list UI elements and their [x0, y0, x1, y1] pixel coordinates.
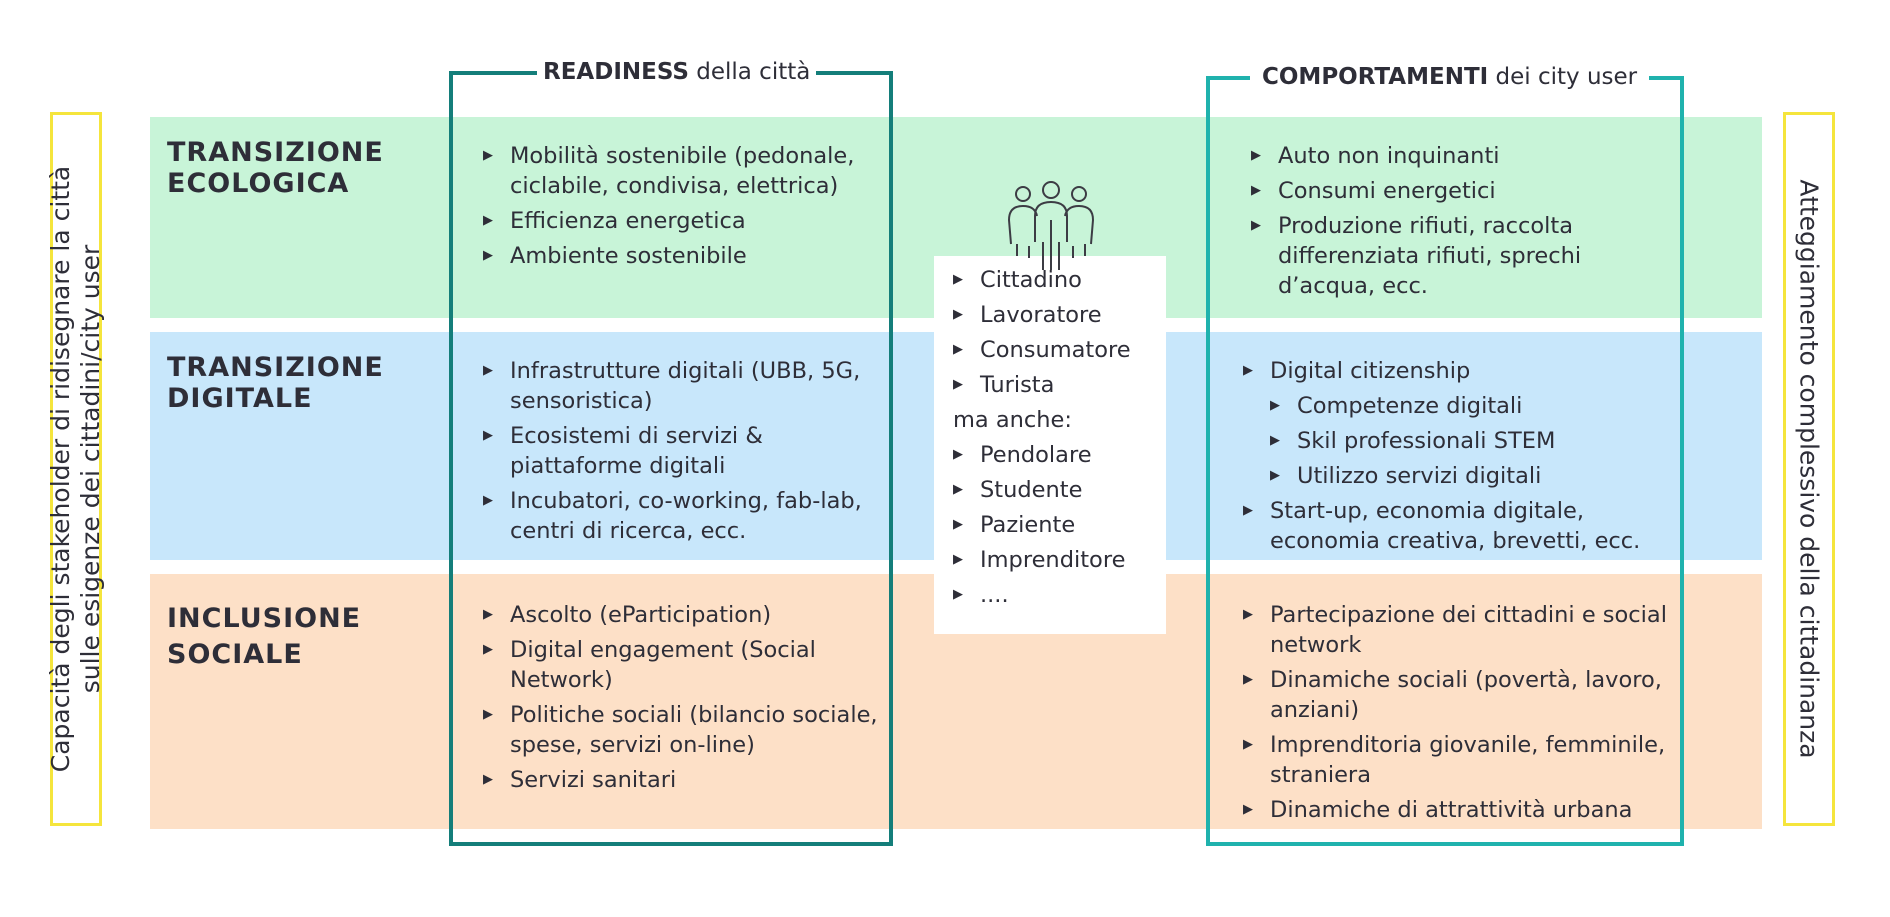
- comportamenti-title-bold: COMPORTAMENTI: [1262, 64, 1489, 90]
- list-item: ▶ Studente: [953, 475, 1163, 505]
- row-title-line: SOCIALE: [167, 639, 303, 670]
- city-users-list: [953, 265, 1163, 615]
- row-title-line: TRANSIZIONE: [167, 137, 384, 168]
- comportamenti-title: [1250, 62, 1649, 92]
- also-label: ma anche:: [953, 407, 1072, 433]
- list-item: ▶ Start-up, economia digitale, economia creativa, brevetti, ecc.: [1243, 496, 1673, 556]
- list-item: ▶ Auto non inquinanti: [1251, 141, 1651, 171]
- list-item: ▶ Imprenditore: [953, 545, 1163, 575]
- readiness-ecologica-list: [483, 141, 883, 276]
- sub-list-item: ▶ Competenze digitali: [1243, 391, 1673, 421]
- list-item: ▶ Ambiente sostenibile: [483, 241, 883, 271]
- list-item: ▶ Consumatore: [953, 335, 1163, 365]
- list-item: ▶ Produzione rifiuti, raccolta differenziata rifiuti, sprechi d’acqua, ecc.: [1251, 211, 1651, 301]
- left-side-line1: Capacità degli stakeholder di ridisegnare la città: [46, 165, 76, 773]
- row-title-sociale: [167, 601, 361, 673]
- list-item: ▶ Servizi sanitari: [483, 765, 883, 795]
- list-item: ▶ Imprenditoria giovanile, femminile, straniera: [1243, 730, 1673, 790]
- left-side-line2: sulle esigenze dei cittadini/city user: [76, 244, 106, 694]
- list-item: ▶ Dinamiche di attrattività urbana: [1243, 795, 1673, 825]
- readiness-title-rest: della città: [688, 59, 811, 85]
- list-item: ▶ Lavoratore: [953, 300, 1163, 330]
- list-item: ▶ Infrastrutture digitali (UBB, 5G, sensoristica): [483, 356, 883, 416]
- list-item: ▶ Pendolare: [953, 440, 1163, 470]
- comportamenti-sociale-list: [1243, 600, 1673, 830]
- sub-list-item: ▶ Utilizzo servizi digitali: [1243, 461, 1673, 491]
- list-item: ▶ Digital engagement (Social Network): [483, 635, 883, 695]
- sub-list-item: ▶ Skil professionali STEM: [1243, 426, 1673, 456]
- row-title-line: DIGITALE: [167, 383, 313, 414]
- left-side-label: [46, 112, 106, 826]
- list-item: ▶ Consumi energetici: [1251, 176, 1651, 206]
- list-item: ▶ Politiche sociali (bilancio sociale, spese, servizi on-line): [483, 700, 883, 760]
- readiness-digitale-list: [483, 356, 883, 551]
- list-item: ▶ Ecosistemi di servizi & piattaforme digitali: [483, 421, 883, 481]
- row-title-line: TRANSIZIONE: [167, 352, 384, 383]
- row-title-line: INCLUSIONE: [167, 603, 362, 634]
- list-item: ▶ Ascolto (eParticipation): [483, 600, 883, 630]
- comportamenti-digitale-list: [1243, 356, 1673, 561]
- right-side-label: [1783, 112, 1835, 826]
- comportamenti-ecologica-list: [1251, 141, 1651, 306]
- list-item: ▶ Partecipazione dei cittadini e social network: [1243, 600, 1673, 660]
- people-group-icon: [1003, 180, 1099, 272]
- readiness-title-bold: READINESS: [543, 59, 689, 85]
- readiness-title: [537, 57, 816, 87]
- list-item: ▶ Incubatori, co-working, fab-lab, centri di ricerca, ecc.: [483, 486, 883, 546]
- list-item: ▶ Paziente: [953, 510, 1163, 540]
- row-title-ecologica: [167, 137, 384, 199]
- comportamenti-title-rest: dei city user: [1488, 64, 1638, 90]
- list-item: ▶ Cittadino: [953, 265, 1163, 295]
- row-title-line: ECOLOGICA: [167, 168, 350, 199]
- list-item: ▶ Digital citizenship: [1243, 356, 1673, 386]
- right-side-text: Atteggiamento complessivo della cittadinanza: [1795, 179, 1824, 759]
- list-item: ▶ Mobilità sostenibile (pedonale, ciclabile, condivisa, elettrica): [483, 141, 883, 201]
- row-title-digitale: [167, 352, 384, 414]
- list-item: ▶ Efficienza energetica: [483, 206, 883, 236]
- list-item: ▶ Dinamiche sociali (povertà, lavoro, anziani): [1243, 665, 1673, 725]
- list-item: ▶ Turista: [953, 370, 1163, 400]
- readiness-sociale-list: [483, 600, 883, 800]
- left-side-text: [46, 166, 106, 772]
- list-item: ▶ ....: [953, 580, 1163, 610]
